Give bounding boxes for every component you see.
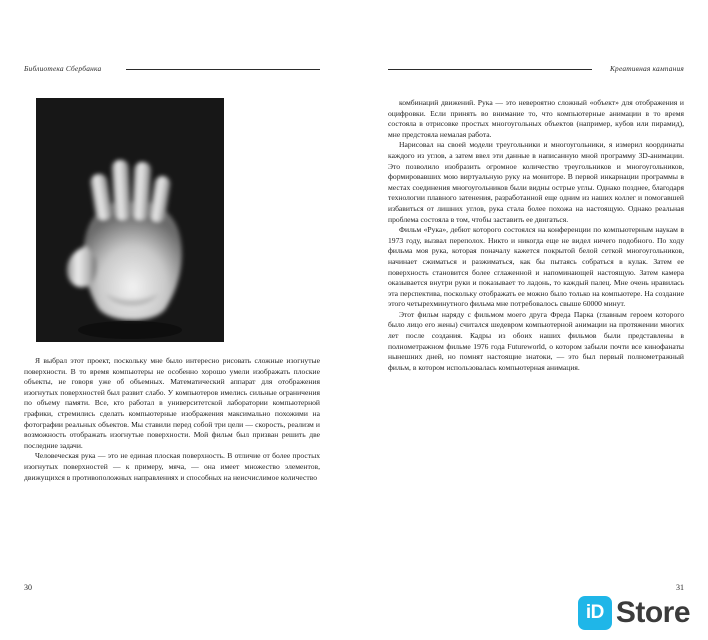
left-page-body — [24, 356, 320, 483]
hand-svg — [36, 98, 224, 342]
paragraph: Нарисовал на своей модели треугольники и многоугольники, я измерил координаты каждого из углов, а затем ввел эти данные в написанную мной программу 3D-анимации. Это позволило изобразить огромное количество треугольников и многоугольников, формировавших мою виртуальную руку на мониторе. В первой инкарнации программы в местах соединения многоугольников были видны острые углы. Однако позднее, благодаря технологии плавного затенения, разработанной еще одним из наших коллег и помогавшей избавиться от лишних углов, рука стала более похожа на настоящую. Однако реальная проблема состояла в том, чтобы заставить ее двигаться. — [388, 140, 684, 224]
page-number-right: 31 — [676, 583, 684, 592]
page-right — [354, 0, 708, 640]
paragraph: комбинаций движений. Рука — это невероятно сложный «объект» для отображения и оцифровки. Если принять во внимание то, что компьютерные анимации в то время состояла в отрисовке простых многоугольных объектов (например, кубов или пирамид), мне предстояла немалая работа. — [388, 98, 684, 139]
paragraph: Человеческая рука — это не единая плоская поверхность. В отличие от более простых изогнутых поверхностей — к примеру, мяча, — она имеет множество элементов, движущихся в противоположных направлениях и способных на неисчислимое количество — [24, 451, 320, 482]
paragraph: Фильм «Рука», дебют которого состоялся на конференции по компьютерным наукам в 1973 году, вызвал переполох. Никто и никогда еще не видел ничего подобного. По ходу фильма моя рука, которая поначалу кажется покрытой белой сеткой многоугольников, начинает сжиматься и разжиматься, как бы пытаясь собраться в кулак. Затем ее поверхность становится более сглаженной и напоминающей настоящую. Затем камера оказывается внутри руки и показывает то ладонь, то каждый палец. Мне очень нравилась эта перспектива, поскольку отображать ее можно было только на компьютере. На создание этого четырехминутного фильма мне потребовалось свыше 60000 минут. — [388, 225, 684, 309]
watermark-label: Store — [615, 596, 690, 629]
paragraph: Я выбрал этот проект, поскольку мне было интересно рисовать сложные изогнутые поверхности. В то время компьютеры не особенно хорошо умели изображать плоские объекты, не говоря уже об объемных. Математический аппарат для отображения изогнутых поверхностей был развит слабо. У компьютеров имелись сильные ограничения по объему памяти. Все, кто работал в университетской лаборатории компьютерной графики, стремились сделать компьютерные изображения максимально похожими на фотографии реальных объектов. Мы ставили перед собой три цели — скорость, реализм и возможность отображать изогнутые поверхности. Мой фильм был призван решить две последние задачи. — [24, 356, 320, 450]
hand-figure-image — [36, 98, 224, 342]
right-page-body — [388, 98, 684, 373]
running-head-rule — [126, 69, 320, 70]
running-head-right — [388, 64, 684, 82]
hand-illustration — [36, 98, 224, 342]
paragraph: Этот фильм наряду с фильмом моего друга Фреда Парка (главным героем которого было лицо его жены) считался шедевром компьютерной анимации на протяжении многих лет после создания. Кадры из обоих наших фильмов были представлены в полнометражном фильме 1976 года Futureworld, о котором забыли почти все кинофанаты нынешних дней, но помнят настоящие знатоки, — это был первый полнометражный фильм, в котором использовалась компьютерная анимация. — [388, 309, 684, 372]
running-head-right-text: Креативная кампания — [609, 64, 684, 73]
watermark-idstore — [578, 596, 690, 630]
page-number-left: 30 — [24, 583, 32, 592]
watermark-badge-icon: iD — [578, 596, 612, 630]
running-head-left — [24, 64, 320, 82]
running-head-left-text: Библиотека Сбербанка — [24, 64, 102, 73]
running-head-rule — [388, 69, 592, 70]
